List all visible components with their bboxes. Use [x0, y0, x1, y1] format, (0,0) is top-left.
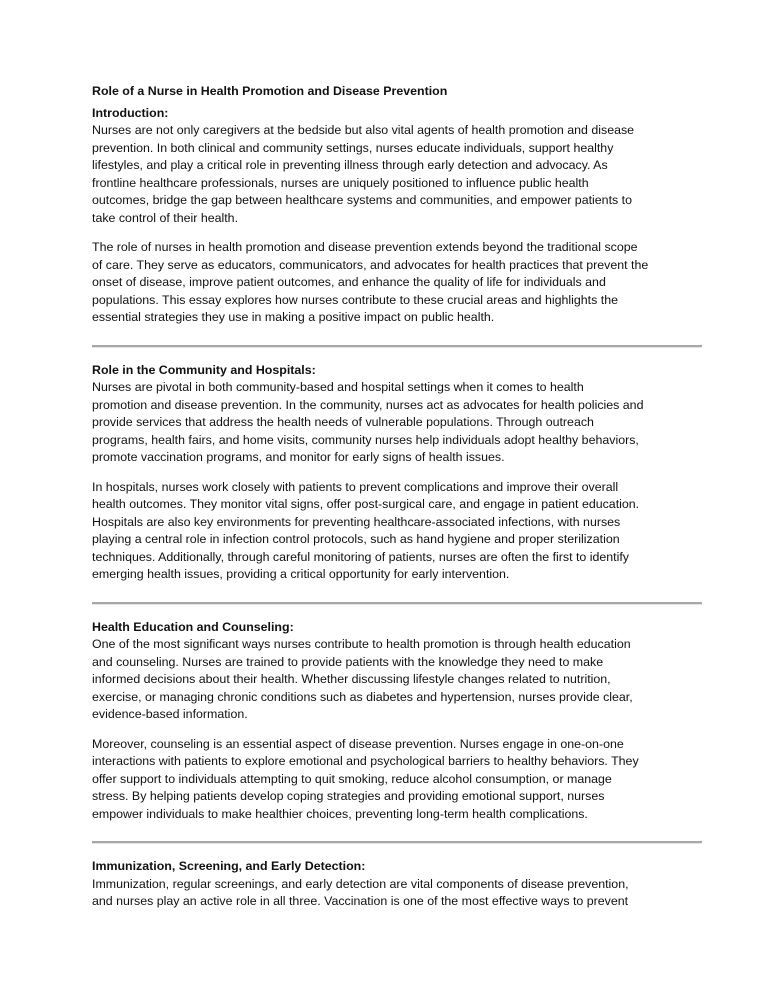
section-heading: Health Education and Counseling: [92, 619, 294, 634]
paragraph-line: techniques. Additionally, through careful monitoring of patients, nurses are often the first to identify [92, 549, 630, 564]
paragraph [92, 479, 692, 584]
paragraph-line: playing a central role in infection control protocols, such as hand hygiene and proper sterilization [92, 532, 620, 546]
paragraph [92, 736, 692, 824]
section [92, 362, 692, 584]
paragraph [92, 122, 692, 227]
paragraph-line: frontline healthcare professionals, nurses are uniquely positioned to influence public health [92, 175, 589, 190]
paragraph-line: empower individuals to make healthier choices, preventing long-term health complications. [92, 806, 588, 821]
paragraph [92, 379, 692, 467]
paragraph-line: populations. This essay explores how nurses contribute to these crucial areas and highlights the [92, 292, 618, 307]
section-heading: Role in the Community and Hospitals: [92, 362, 316, 377]
paragraph-line: programs, health fairs, and home visits, community nurses help individuals adopt healthy behaviors, [92, 432, 639, 447]
paragraph-line: Hospitals are also key environments for preventing healthcare-associated infections, with nurses [92, 514, 621, 529]
section-divider [92, 602, 702, 605]
section-heading: Immunization, Screening, and Early Detection: [92, 859, 366, 873]
paragraph-line: take control of their health. [92, 210, 239, 225]
document-body [92, 105, 692, 911]
paragraph-line: provide services that address the health needs of vulnerable populations. Through outreach [92, 415, 594, 429]
paragraph-line: and counseling. Nurses are trained to provide patients with the knowledge they need to make [92, 654, 604, 669]
paragraph-line: health outcomes. They monitor vital signs, offer post-surgical care, and engage in patient education. [92, 497, 640, 511]
paragraph-line: One of the most significant ways nurses contribute to health promotion is through health education [92, 637, 631, 651]
paragraph-line: The role of nurses in health promotion and disease prevention extends beyond the traditional scope [92, 240, 638, 254]
paragraph-line: prevention. In both clinical and community settings, nurses educate individuals, support healthy [92, 140, 614, 155]
paragraph-line: Immunization, regular screenings, and early detection are vital components of disease prevention, [92, 876, 629, 891]
paragraph [92, 239, 692, 327]
paragraph-line: In hospitals, nurses work closely with patients to prevent complications and improve their overall [92, 479, 619, 494]
paragraph-line: lifestyles, and play a critical role in preventing illness through early detection and advocacy. As [92, 158, 608, 172]
paragraph-line: interactions with patients to explore emotional and psychological barriers to healthy behaviors. They [92, 754, 639, 768]
paragraph-line: essential strategies they use in making a positive impact on public health. [92, 310, 495, 324]
section-divider [92, 841, 702, 844]
paragraph-line: promotion and disease prevention. In the community, nurses act as advocates for health policies and [92, 397, 644, 412]
paragraph-line: of care. They serve as educators, communicators, and advocates for health practices that prevent the [92, 257, 649, 272]
paragraph [92, 636, 692, 724]
paragraph-line: Nurses are not only caregivers at the bedside but also vital agents of health promotion and disease [92, 123, 635, 137]
document-page [92, 83, 692, 911]
paragraph-line: offer support to individuals attempting to quit smoking, reduce alcohol consumption, or manage [92, 771, 612, 786]
section-divider [92, 345, 702, 348]
section [92, 619, 692, 824]
section-heading: Introduction: [92, 105, 169, 120]
paragraph-line: promote vaccination programs, and monitor for early signs of health issues. [92, 450, 505, 464]
paragraph-line: informed decisions about their health. Whether discussing lifestyle changes related to nutrition, [92, 672, 611, 686]
paragraph-line: outcomes, bridge the gap between healthcare systems and communities, and empower patients to [92, 193, 632, 207]
paragraph-line: Moreover, counseling is an essential aspect of disease prevention. Nurses engage in one-on-one [92, 736, 624, 751]
paragraph-line: stress. By helping patients develop coping strategies and providing emotional support, nurses [92, 789, 605, 803]
paragraph-line: evidence-based information. [92, 707, 248, 721]
paragraph [92, 876, 692, 911]
paragraph-line: emerging health issues, providing a critical opportunity for early intervention. [92, 567, 510, 581]
section [92, 105, 692, 327]
document-title: Role of a Nurse in Health Promotion and Disease Prevention [92, 84, 448, 98]
paragraph-line: onset of disease, improve patient outcomes, and enhance the quality of life for individuals and [92, 275, 606, 289]
paragraph-line: and nurses play an active role in all three. Vaccination is one of the most effective ways to prevent [92, 894, 629, 908]
paragraph-line: exercise, or managing chronic conditions such as diabetes and hypertension, nurses provide clear, [92, 689, 633, 704]
paragraph-line: Nurses are pivotal in both community-based and hospital settings when it comes to health [92, 380, 584, 394]
section [92, 858, 692, 911]
